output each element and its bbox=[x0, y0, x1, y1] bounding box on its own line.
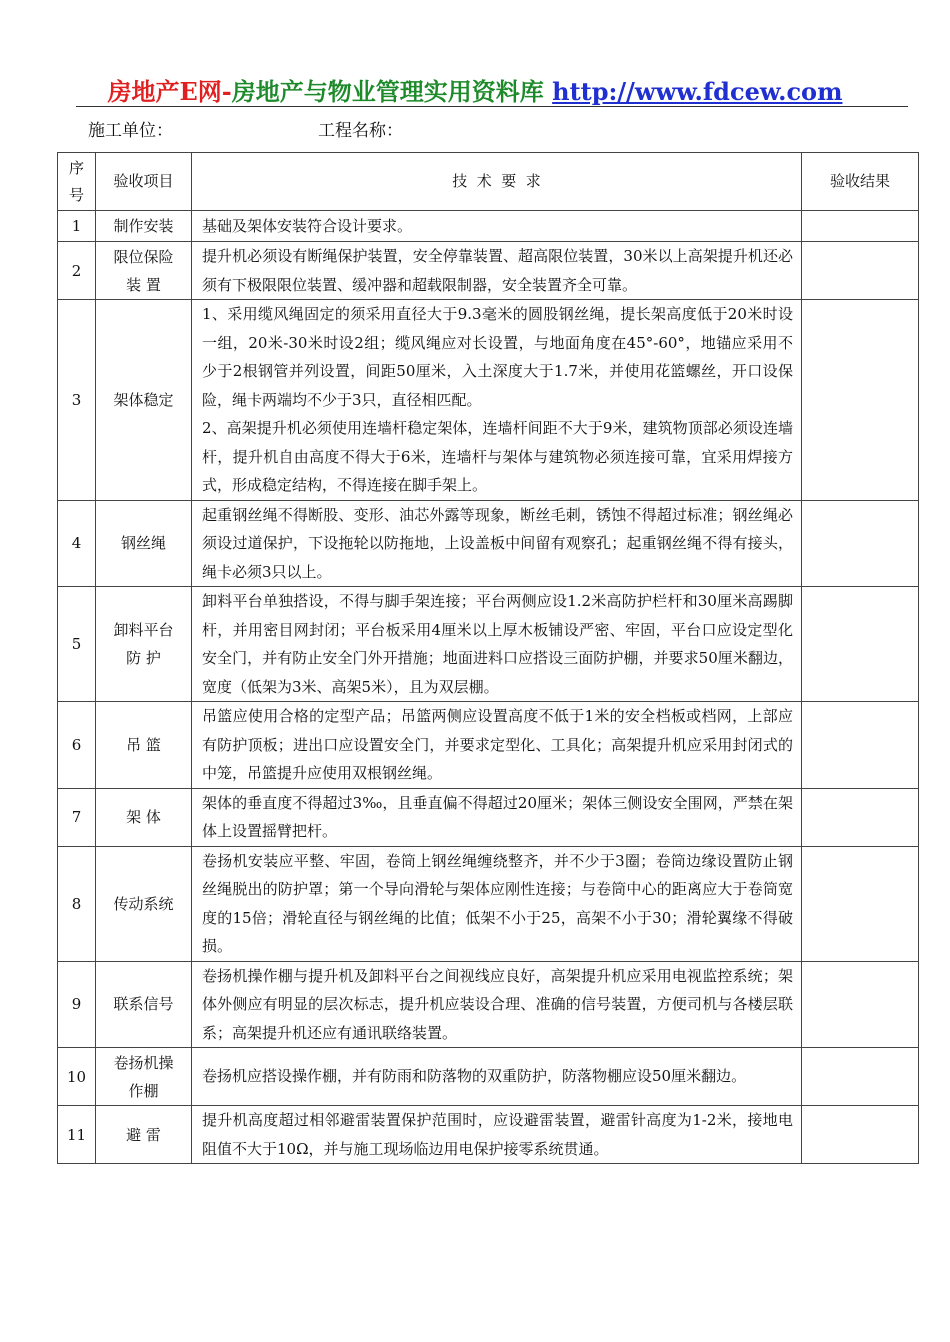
requirement-paragraph: 基础及架体安装符合设计要求。 bbox=[202, 216, 413, 235]
row-item-cell bbox=[96, 500, 192, 587]
table-row bbox=[58, 702, 919, 789]
table-row bbox=[58, 300, 919, 501]
row-result-field[interactable] bbox=[802, 1048, 919, 1106]
row-item-label: 卸料平台 防 护 bbox=[113, 621, 174, 667]
requirement-paragraph: 卷扬机安装应平整、牢固，卷筒上钢丝绳缠绕整齐，并不少于3圈；卷筒边缘设置防止钢丝绳脱出的防护罩；第一个导向滑轮与架体应刚性连接；与卷筒中心的距离应大于卷筒宽度的15倍；滑轮直径与钢丝绳的比值；低架不小于25，高架不小于30；滑轮翼缘不得破损。 bbox=[202, 851, 793, 955]
row-item-cell bbox=[96, 1048, 192, 1106]
row-item-label: 制作安装 bbox=[113, 217, 174, 235]
banner-url-link[interactable]: http://www.fdcew.com bbox=[552, 77, 843, 106]
requirement-paragraph: 提升机必须设有断绳保护装置，安全停靠装置、超高限位装置，30米以上高架提升机还必须有下极限限位装置、缓冲器和超载限制器，安全装置齐全可靠。 bbox=[202, 247, 793, 294]
row-requirements bbox=[192, 1106, 802, 1164]
table-row bbox=[58, 1048, 919, 1106]
row-requirements bbox=[192, 1048, 802, 1106]
table-row bbox=[58, 1106, 919, 1164]
row-number: 4 bbox=[58, 500, 96, 587]
banner-subtitle: 房地产与物业管理实用资料库 bbox=[231, 77, 544, 106]
requirement-paragraph: 卷扬机操作棚与提升机及卸料平台之间视线应良好，高架提升机应采用电视监控系统；架体外侧应有明显的层次标志，提升机应装设合理、准确的信号装置，方便司机与各楼层联系；高架提升机还应有通讯联络装置。 bbox=[202, 966, 793, 1042]
row-item-label: 传动系统 bbox=[113, 894, 174, 913]
requirement-paragraph: 提升机高度超过相邻避雷装置保护范围时，应设避雷装置，避雷针高度为1-2米，接地电阻值不大于10Ω，并与施工现场临边用电保护接零系统贯通。 bbox=[202, 1111, 793, 1158]
row-item-cell bbox=[96, 788, 192, 846]
row-requirements bbox=[192, 500, 802, 587]
table-row bbox=[58, 788, 919, 846]
row-number: 11 bbox=[58, 1106, 96, 1164]
row-number: 6 bbox=[58, 702, 96, 789]
row-requirements bbox=[192, 587, 802, 702]
row-item-label: 联系信号 bbox=[113, 995, 174, 1014]
row-result-field[interactable] bbox=[802, 788, 919, 846]
col-header-item: 验收项目 bbox=[96, 153, 192, 211]
project-name-label: 工程名称： bbox=[318, 121, 403, 141]
row-number: 9 bbox=[58, 961, 96, 1048]
requirement-paragraph: 卸料平台单独搭设，不得与脚手架连接；平台两侧应设1.2米高防护栏杆和30厘米高踢脚杆，并用密目网封闭；平台板采用4厘米以上厚木板铺设严密、牢固，平台口应设定型化安全门，并有防止安全门外开措施；地面进料口应搭设三面防护棚，并要求50厘米翻边，宽度（低架为3米、高架5米），且为双层棚。 bbox=[202, 592, 793, 696]
col-header-result: 验收结果 bbox=[802, 153, 919, 211]
row-result-field[interactable] bbox=[802, 500, 919, 587]
row-requirements bbox=[192, 961, 802, 1048]
row-requirements bbox=[192, 300, 802, 501]
inspection-table bbox=[57, 152, 919, 1164]
row-number: 2 bbox=[58, 242, 96, 300]
banner-site-name: 房地产E网- bbox=[107, 77, 232, 106]
construction-unit-label: 施工单位： bbox=[88, 121, 173, 141]
table-row bbox=[58, 211, 919, 242]
row-item-cell bbox=[96, 242, 192, 300]
row-requirements bbox=[192, 846, 802, 961]
table-header-row bbox=[58, 153, 919, 211]
row-item-cell bbox=[96, 211, 192, 242]
row-result-field[interactable] bbox=[802, 242, 919, 300]
row-item-label: 钢丝绳 bbox=[120, 534, 166, 553]
row-item-cell bbox=[96, 1106, 192, 1164]
row-requirements bbox=[192, 788, 802, 846]
table-row bbox=[58, 961, 919, 1048]
table-row bbox=[58, 242, 919, 300]
row-result-field[interactable] bbox=[802, 702, 919, 789]
row-item-label: 卷扬机操 作棚 bbox=[113, 1053, 174, 1100]
row-item-cell bbox=[96, 702, 192, 789]
site-banner bbox=[0, 74, 950, 110]
row-result-field[interactable] bbox=[802, 587, 919, 702]
row-result-field[interactable] bbox=[802, 211, 919, 242]
row-result-field[interactable] bbox=[802, 846, 919, 961]
row-item-label: 架体稳定 bbox=[113, 390, 174, 409]
row-item-label: 限位保险 装 置 bbox=[113, 247, 174, 294]
header-divider bbox=[76, 106, 908, 107]
row-item-cell bbox=[96, 846, 192, 961]
table-row bbox=[58, 587, 919, 702]
row-number: 1 bbox=[58, 211, 96, 242]
row-requirements bbox=[192, 702, 802, 789]
requirement-paragraph: 2、高架提升机必须使用连墙杆稳定架体，连墙杆间距不大于9米，建筑物顶部必须设连墙杆，提升机自由高度不得大于6米，连墙杆与架体与建筑物必须连接可靠，宜采用焊接方式，形成稳定结构，不得连接在脚手架上。 bbox=[202, 419, 793, 494]
requirement-paragraph: 吊篮应使用合格的定型产品；吊篮两侧应设置高度不低于1米的安全档板或档网，上部应有防护顶板；进出口应设置安全门，并要求定型化、工具化；高架提升机应采用封闭式的中笼，吊篮提升应使用双根钢丝绳。 bbox=[202, 707, 793, 782]
row-item-cell bbox=[96, 300, 192, 501]
row-item-cell bbox=[96, 961, 192, 1048]
row-item-cell bbox=[96, 587, 192, 702]
row-result-field[interactable] bbox=[802, 1106, 919, 1164]
col-header-no: 序 号 bbox=[58, 153, 96, 211]
col-header-requirements: 技 术 要 求 bbox=[192, 153, 802, 211]
row-number: 10 bbox=[58, 1048, 96, 1106]
row-item-label: 架 体 bbox=[126, 808, 161, 826]
requirement-paragraph: 卷扬机应搭设操作棚，并有防雨和防落物的双重防护，防落物棚应设50厘米翻边。 bbox=[202, 1067, 747, 1086]
requirement-paragraph: 1、采用缆风绳固定的须采用直径大于9.3毫米的圆股钢丝绳，提长架高度低于20米时设一组，20米-30米时设2组；缆风绳应对长设置，与地面角度在45°-60°，地锚应采用不少于2根钢管并列设置，间距50厘米，入土深度大于1.7米，并使用花篮螺丝，开口设保险，绳卡两端均不少于3只，直径相匹配。 bbox=[202, 305, 793, 409]
row-number: 3 bbox=[58, 300, 96, 501]
table-row bbox=[58, 846, 919, 961]
row-number: 8 bbox=[58, 846, 96, 961]
table-row bbox=[58, 500, 919, 587]
row-requirements bbox=[192, 242, 802, 300]
row-item-label: 吊 篮 bbox=[126, 735, 161, 754]
row-number: 5 bbox=[58, 587, 96, 702]
row-requirements bbox=[192, 211, 802, 242]
row-item-label: 避 雷 bbox=[126, 1125, 161, 1144]
row-result-field[interactable] bbox=[802, 300, 919, 501]
requirement-paragraph: 架体的垂直度不得超过3‰，且垂直偏不得超过20厘米；架体三侧设安全围网，严禁在架体上设置摇臂把杆。 bbox=[202, 793, 793, 840]
row-number: 7 bbox=[58, 788, 96, 846]
row-result-field[interactable] bbox=[802, 961, 919, 1048]
requirement-paragraph: 起重钢丝绳不得断股、变形、油芯外露等现象，断丝毛刺，锈蚀不得超过标准；钢丝绳必须设过道保护，下设拖轮以防拖地，上设盖板中间留有观察孔；起重钢丝绳不得有接头，绳卡必须3只以上。 bbox=[202, 505, 793, 581]
